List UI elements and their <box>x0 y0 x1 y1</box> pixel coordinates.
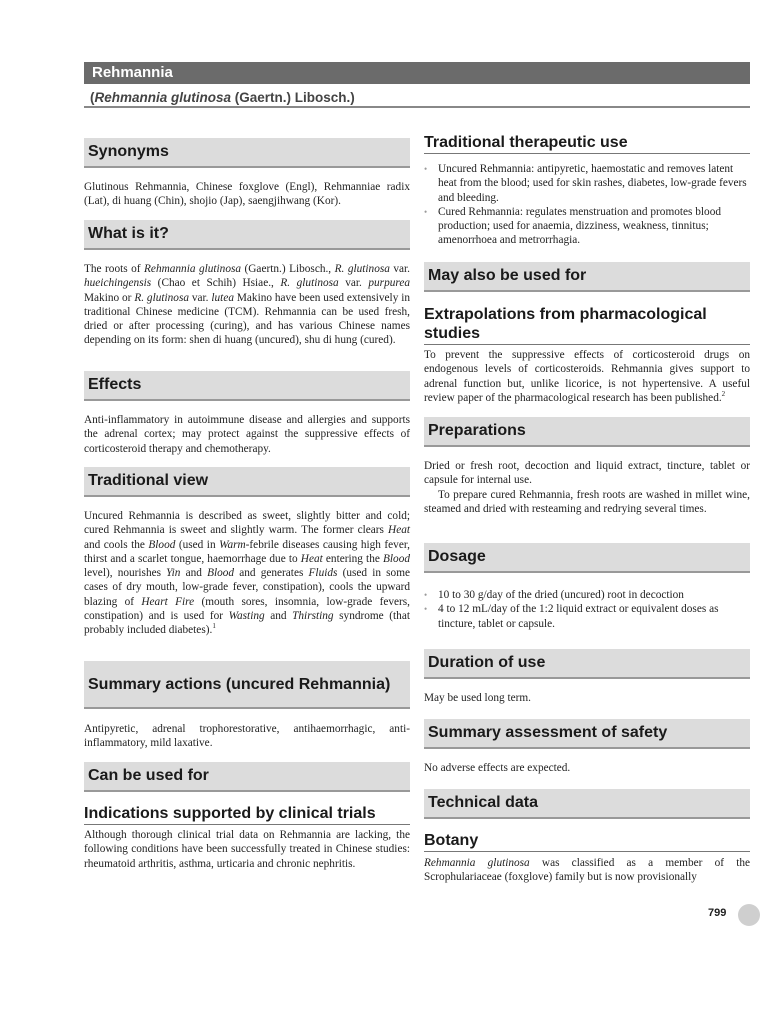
tradview-part: Heat <box>300 552 323 565</box>
subtitle-rest: (Gaertn.) Libosch.) <box>231 90 355 105</box>
extrapolations-text <box>424 348 750 405</box>
preparations-heading: Preparations <box>424 417 750 447</box>
effects-heading: Effects <box>84 371 410 401</box>
tradview-part: Warm <box>219 538 246 551</box>
tradview-part: and <box>264 610 293 623</box>
technical-heading: Technical data <box>424 789 750 819</box>
whatis-part: The roots of <box>84 263 145 275</box>
tradview-part: (used in some cases of dry mouth, low-grade fever, constipation), cools the upward blazing of <box>84 567 411 608</box>
whatis-text <box>84 262 410 348</box>
dosage-list <box>424 588 750 631</box>
botany-text <box>424 856 750 885</box>
tradview-heading: Traditional view <box>84 467 410 497</box>
tradview-part: (used in <box>175 538 220 551</box>
list-item: • Cured Rehmannia: regulates menstruation and promotes blood production; used for anaemia, dizziness, weakness, tinnitus; amenorrhoea and metrorrhagia. <box>424 205 721 247</box>
whatis-part: var. <box>338 277 369 290</box>
tradview-part: Heat <box>388 524 410 537</box>
whatis-part: lutea <box>211 291 234 304</box>
whatis-part: var. <box>189 291 212 304</box>
tradview-part: and cools the <box>84 538 149 551</box>
whatis-part: var. <box>389 263 410 275</box>
summary-heading: Summary actions (uncured Rehmannia) <box>84 661 410 709</box>
tradview-part: Wasting <box>228 610 265 623</box>
botany-body: was classified as a member of the Scrophulariaceae (foxglove) family but is now provisionally <box>424 857 750 884</box>
tradview-part: Blood <box>383 552 411 565</box>
tradview-part: syndrome (that probably included diabetes). <box>84 610 410 637</box>
preparations-text <box>424 459 750 516</box>
therapeutic-item-text: Uncured Rehmannia: antipyretic, haemostatic and removes latent heat from the blood; used for skin rashes, diabetes, low-grade fevers and bleeding. <box>438 163 747 204</box>
whatis-part: R. glutinosa <box>280 277 339 290</box>
subtitle-latin: Rehmannia glutinosa <box>94 90 232 105</box>
whatis-part: Makino or <box>84 291 135 304</box>
whatis-part: (Gaertn.) Libosch., <box>241 263 335 275</box>
tradview-part: -febrile diseases causing high fever, thirst and a scarlet tongue, haemorrhage due to <box>84 538 410 565</box>
list-item: • Uncured Rehmannia: antipyretic, haemostatic and removes latent heat from the blood; used for skin rashes, diabetes, low-grade fevers and bleeding. <box>424 163 747 204</box>
mayalso-heading: May also be used for <box>424 262 750 292</box>
whatis-part: R. glutinosa <box>334 263 390 275</box>
tradview-part: Thirsting <box>292 610 334 623</box>
dosage-item-text: 10 to 30 g/day of the dried (uncured) root in decoction <box>438 589 684 601</box>
safety-heading: Summary assessment of safety <box>424 719 750 749</box>
tradview-part: Heart Fire <box>141 595 195 608</box>
synonyms-text: Glutinous Rehmannia, Chinese foxglove (Engl), Rehmanniae radix (Lat), di huang (Chin), shojio (Jap), saengjihwang (Kor). <box>84 181 410 208</box>
preparations-p1: Dried or fresh root, decoction and liquid extract, tincture, tablet or capsule for internal use. <box>424 460 750 487</box>
tradview-part: Yin <box>166 567 181 580</box>
botany-heading: Botany <box>424 831 750 852</box>
page-number: 799 <box>708 907 727 919</box>
tradview-part: Blood <box>148 538 176 551</box>
whatis-part: hueichingensis <box>84 277 152 290</box>
monograph-title: Rehmannia <box>84 62 750 84</box>
botany-latin: Rehmannia glutinosa <box>424 857 530 869</box>
whatis-part: purpurea <box>368 277 411 290</box>
whatis-part: R. glutinosa <box>134 291 189 304</box>
tradview-part: and <box>180 567 208 580</box>
tradview-text <box>84 509 410 638</box>
extrapolations-body: To prevent the suppressive effects of corticosteroid drugs on endogenous levels of corticosteroids. Rehmannia gives support to adrenal function but, unlike licorice, is not hypertensive. A useful review paper of the pharmacological research has been published. <box>424 349 750 404</box>
indications-text: Although thorough clinical trial data on Rehmannia are lacking, the following conditions have been successfully treated in Chinese studies: rheumatoid arthritis, asthma, urticaria and chronic nephritis. <box>84 829 410 870</box>
whatis-heading: What is it? <box>84 220 410 250</box>
canbeused-heading: Can be used for <box>84 762 410 792</box>
reference-1: 1 <box>212 622 216 631</box>
whatis-part: Rehmannia glutinosa <box>144 263 242 275</box>
tradview-part: and generates <box>234 567 309 580</box>
duration-heading: Duration of use <box>424 649 750 679</box>
extrapolations-heading: Extrapolations from pharmacological studies <box>424 305 750 345</box>
tradview-part: entering the <box>322 552 384 565</box>
tradview-part: Blood <box>207 567 235 580</box>
preparations-p2: To prepare cured Rehmannia, fresh roots are washed in millet wine, steamed and dried with resteaming and redrying several times. <box>424 488 750 515</box>
effects-text: Anti-inflammatory in autoimmune disease and allergies and supports the adrenal cortex; may protect against the suppressive effects of corticosteroid therapy and chemotherapy. <box>84 414 410 455</box>
tradview-part: Fluids <box>308 567 338 580</box>
reference-2: 2 <box>721 390 726 399</box>
therapeutic-heading: Traditional therapeutic use <box>424 133 750 154</box>
tradview-part: level), nourishes <box>84 567 167 580</box>
whatis-part: (Chao et Schih) Hsiae., <box>151 277 281 290</box>
safety-text: No adverse effects are expected. <box>424 762 571 774</box>
whatis-part: Makino have been used extensively in traditional Chinese medicine (TCM). Rehmannia can be used fresh, dried or after processing (curing), and has various Chinese names depending on its form: shen di huang (uncured), shu di hung (cured). <box>84 291 411 347</box>
therapeutic-list <box>424 162 750 248</box>
monograph-subtitle <box>84 88 750 108</box>
tradview-part: Uncured Rehmannia is described as sweet, slightly bitter and cold; cured Rehmannia is sweet and slightly warm. The former clears <box>84 510 410 537</box>
therapeutic-item-text: Cured Rehmannia: regulates menstruation and promotes blood production; used for anaemia, dizziness, weakness, tinnitus; amenorrhoea and metrorrhagia. <box>438 205 721 247</box>
subtitle-open: ( <box>90 90 95 105</box>
dosage-item-text: 4 to 12 mL/day of the 1:2 liquid extract or equivalent doses as tincture, tablet or capsule. <box>438 603 719 630</box>
duration-text: May be used long term. <box>424 692 531 704</box>
list-item: • 10 to 30 g/day of the dried (uncured) root in decoction <box>424 589 684 601</box>
dosage-heading: Dosage <box>424 543 750 573</box>
summary-text: Antipyretic, adrenal trophorestorative, antihaemorrhagic, anti-inflammatory, mild laxative. <box>84 723 410 750</box>
tradview-part: (mouth sores, insomnia, low-grade fevers, constipation) and is used for <box>84 595 411 623</box>
synonyms-heading: Synonyms <box>84 138 410 168</box>
indications-heading: Indications supported by clinical trials <box>84 804 410 825</box>
list-item: • 4 to 12 mL/day of the 1:2 liquid extract or equivalent doses as tincture, tablet or capsule. <box>424 603 719 630</box>
page-tab-marker <box>738 904 760 926</box>
